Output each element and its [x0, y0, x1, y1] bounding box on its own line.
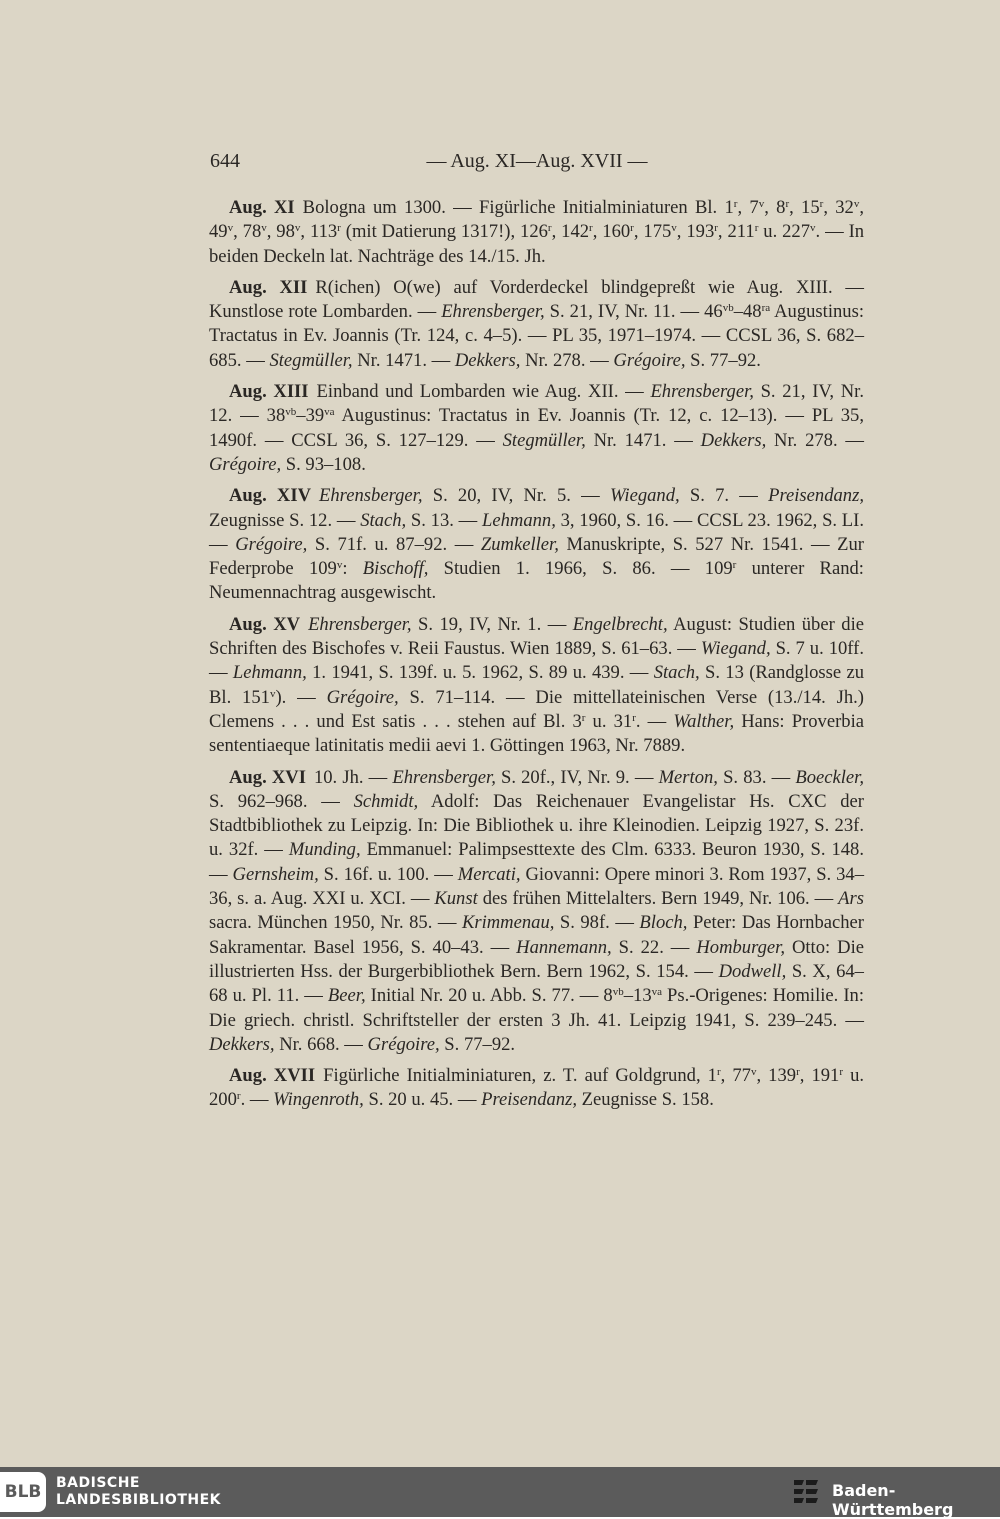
- entry-text: Manuskripte, S. 527 Nr. 1541. — Zur Federprobe 109: [209, 533, 864, 580]
- entry-text: 10. Jh. —: [313, 766, 393, 788]
- entry-text: , 32: [823, 197, 854, 218]
- entry-text: . —: [240, 1089, 274, 1111]
- entry-text: S. 71f. u. 87–92. —: [307, 533, 481, 555]
- entry-text: , 211: [717, 221, 755, 243]
- entry-text: Nr. 1471. —: [352, 349, 455, 371]
- folio-superscript: r: [839, 1066, 844, 1079]
- folio-superscript: v: [853, 198, 860, 210]
- folio-superscript: r: [733, 198, 738, 210]
- folio-superscript: r: [754, 222, 759, 235]
- catalog-entry: [209, 276, 864, 373]
- entry-author: Ehrensberger,: [319, 485, 423, 507]
- folio-superscript: v: [227, 222, 234, 235]
- folio-superscript: va: [651, 986, 662, 999]
- entry-text: Bologna um 1300. — Figürliche Initialminiaturen Bl. 1: [302, 197, 734, 218]
- entry-text: ). —: [275, 686, 327, 708]
- entry-text: Augustinus: Tractatus in Ev. Joannis (Tr. 124, c. 4–5). — PL 35, 1971–1974. — CCSL 36, S. 682–685. —: [209, 301, 864, 371]
- entry-text: Initial Nr. 20 u. Abb. S. 77. — 8: [365, 985, 613, 1007]
- entry-author: Stegmüller,: [269, 349, 353, 371]
- entry-author: Kunst: [434, 888, 478, 910]
- entry-text: –13: [623, 985, 652, 1007]
- entry-text: , 77: [720, 1065, 751, 1087]
- blb-logo[interactable]: BLB: [0, 1472, 46, 1512]
- entry-text: , 175: [633, 221, 672, 243]
- catalog-entries: [209, 196, 864, 1120]
- page-number: 644: [210, 150, 240, 172]
- folio-superscript: r: [716, 1066, 721, 1079]
- entry-text: , 8: [764, 197, 786, 218]
- folio-superscript: r: [714, 222, 718, 235]
- entry-text: , 78: [233, 221, 262, 243]
- entry-text: S. 98f. —: [554, 912, 640, 934]
- entry-author: Grégoire,: [235, 533, 308, 555]
- folio-superscript: vb: [612, 986, 624, 999]
- folio-superscript: v: [810, 222, 816, 235]
- footer-bar: [0, 1467, 1000, 1517]
- coat-of-arms-icon: [790, 1474, 824, 1510]
- folio-superscript: va: [324, 406, 335, 419]
- entry-text: Zeugnisse S. 158.: [577, 1089, 714, 1111]
- entry-text: Nr. 278. —: [520, 349, 614, 371]
- entry-text: S. X, 64–68 u. Pl. 11. —: [209, 960, 864, 1007]
- entry-siglum: Aug. XVII: [229, 1065, 316, 1087]
- entry-author: Hannemann,: [516, 936, 612, 958]
- entry-text: Adolf: Das Reichenauer Evangelistar Hs. CXC der Stadtbibliothek zu Leipzig. In: Die Bibliothek u. ihre Kleinodien. Leipzig 1927, S. 23f. u. 32f. —: [209, 790, 864, 861]
- catalog-entry: [209, 766, 864, 1058]
- entry-siglum: Aug. XV: [229, 613, 301, 635]
- entry-text: –39: [296, 405, 325, 427]
- entry-author: Grégoire,: [209, 453, 282, 475]
- folio-superscript: r: [236, 1090, 241, 1103]
- entry-text: , 193: [676, 221, 715, 243]
- entry-text: –48: [733, 301, 762, 323]
- folio-superscript: v: [261, 222, 267, 235]
- entry-text: , 160: [592, 221, 631, 243]
- entry-author: Grégoire,: [613, 349, 686, 371]
- entry-siglum: Aug. XII: [229, 276, 308, 298]
- entry-text: u. 227: [758, 221, 811, 243]
- entry-author: Krimmenau,: [461, 912, 555, 934]
- entry-text: Hans: Proverbia sententiaeque latinitatis medii aevi 1. Göttingen 1963, Nr. 7889.: [209, 710, 864, 757]
- entry-siglum: Aug. XVI: [229, 766, 306, 788]
- entry-author: Gernsheim,: [232, 863, 319, 885]
- entry-text: , 98: [266, 221, 295, 243]
- catalog-entry: [209, 196, 864, 269]
- catalog-entry: [209, 380, 864, 477]
- partner-name[interactable]: Baden-Württemberg: [832, 1481, 954, 1519]
- entry-author: Bischoff,: [362, 558, 429, 580]
- folio-superscript: v: [269, 687, 276, 700]
- entry-siglum: Aug. XI: [229, 197, 295, 218]
- entry-author: Ehrensberger,: [650, 381, 754, 403]
- entry-text: Giovanni: Opere minori 3. Rom 1937, S. 34–36, s. a. Aug. XXI u. XCI. —: [209, 863, 864, 910]
- entry-author: Ars: [838, 888, 864, 910]
- entry-text: S. 7 u. 10ff. —: [209, 638, 864, 684]
- entry-text: (mit Datierung 1317!), 126: [340, 221, 548, 243]
- entry-text: Peter: Das Hornbacher Sakramentar. Basel 1956, S. 40–43. —: [209, 912, 864, 958]
- entry-author: Boeckler,: [795, 766, 864, 788]
- folio-superscript: v: [671, 222, 677, 235]
- entry-author: Zumkeller,: [480, 533, 559, 555]
- entry-text: R(ichen) O(we) auf Vorderdeckel blindgepreßt wie Aug. XIII. — Kunstlose rote Lombarden. —: [209, 276, 864, 323]
- entry-author: Stach,: [653, 662, 700, 684]
- entry-text: Nr. 1471. —: [585, 429, 701, 451]
- entry-author: Schmidt,: [353, 790, 419, 812]
- folio-superscript: r: [547, 222, 552, 235]
- entry-text: , 142: [551, 221, 590, 243]
- entry-text: Otto: Die illustrierten Hss. der Burgerbibliothek Bern. Bern 1962, S. 154. —: [209, 936, 864, 982]
- entry-text: Nr. 668. —: [274, 1033, 368, 1055]
- folio-superscript: r: [819, 198, 824, 210]
- entry-siglum: Aug. XIII: [229, 381, 309, 403]
- entry-text: S. 22. —: [611, 936, 697, 958]
- entry-text: unterer Rand: Neumennachtrag ausgewischt.: [209, 558, 864, 604]
- catalog-entry: [209, 484, 864, 605]
- entry-text: S. 20f., IV, Nr. 9. —: [495, 766, 659, 788]
- entry-text: u. 200: [209, 1065, 865, 1111]
- entry-author: Preisendanz,: [768, 485, 864, 507]
- folio-superscript: r: [337, 222, 341, 235]
- entry-siglum: Aug. XIV: [229, 485, 312, 507]
- entry-author: Engelbrecht,: [572, 613, 668, 635]
- entry-text: August: Studien über die Schriften des Bischofes v. Reii Faustus. Wien 1889, S. 61–63. —: [209, 613, 864, 660]
- folio-superscript: r: [581, 711, 586, 724]
- folio-superscript: v: [336, 559, 343, 572]
- entry-author: Merton,: [658, 766, 718, 788]
- folio-superscript: r: [796, 1066, 800, 1079]
- entry-text: Ps.-Origenes: Homilie. In: Die griech. christl. Schriftsteller der ersten 3 Jh. 41. Leipzig 1941, S. 239–245. —: [209, 985, 864, 1031]
- entry-text: S. 21, IV, Nr. 11. — 46: [544, 301, 723, 323]
- entry-text: . —: [635, 710, 674, 732]
- entry-text: des frühen Mittelalters. Bern 1949, Nr. 106. —: [477, 888, 839, 910]
- entry-text: sacra. München 1950, Nr. 85. —: [209, 912, 462, 934]
- entry-author: Ehrensberger,: [392, 766, 496, 788]
- entry-text: Nr. 278. —: [766, 429, 865, 451]
- entry-author: Homburger,: [696, 936, 786, 958]
- folio-superscript: ra: [761, 302, 771, 315]
- entry-text: S. 77–92.: [685, 349, 761, 371]
- folio-superscript: r: [785, 198, 790, 210]
- entry-text: Augustinus: Tractatus in Ev. Joannis (Tr. 12, c. 12–13). — PL 35, 1490f. — CCSL 36, S. 127–129. —: [209, 405, 864, 451]
- folio-superscript: v: [750, 1066, 757, 1079]
- entry-text: . — In beiden Deckeln lat. Nachträge des 14./15. Jh.: [209, 221, 865, 267]
- entry-text: 1. 1941, S. 139f. u. 5. 1962, S. 89 u. 439. —: [306, 662, 654, 684]
- entry-text: S. 13. —: [406, 509, 482, 531]
- folio-superscript: vb: [285, 406, 297, 419]
- folio-superscript: v: [294, 222, 301, 235]
- page-header: [210, 150, 864, 184]
- entry-text: , 49: [209, 197, 864, 243]
- entry-author: Ehrensberger,: [441, 301, 545, 323]
- entry-text: Einband und Lombarden wie Aug. XII. —: [316, 381, 651, 403]
- entry-author: Lehmann,: [232, 662, 307, 684]
- folio-superscript: r: [632, 711, 636, 724]
- entry-text: u. 31: [585, 710, 633, 732]
- entry-text: S. 77–92.: [439, 1033, 516, 1055]
- entry-text: S. 20 u. 45. —: [363, 1089, 482, 1111]
- entry-author: Bloch,: [639, 912, 688, 934]
- entry-text: S. 962–968. —: [209, 790, 354, 812]
- entry-text: , 191: [799, 1065, 840, 1087]
- entry-author: Dekkers,: [700, 429, 767, 451]
- entry-author: Beer,: [327, 985, 366, 1007]
- entry-text: S. 71–114. — Die mittellateinischen Verse (13./14. Jh.) Clemens . . . und Est satis . . . stehen auf Bl. 3: [209, 686, 864, 732]
- entry-author: Wingenroth,: [273, 1089, 364, 1111]
- entry-text: S. 93–108.: [281, 453, 366, 475]
- entry-text: , 139: [756, 1065, 797, 1087]
- entry-text: , 113: [300, 221, 338, 243]
- catalog-entry: [209, 613, 864, 759]
- folio-superscript: r: [732, 559, 737, 572]
- entry-text: S. 19, IV, Nr. 1. —: [411, 613, 573, 635]
- entry-text: Zeugnisse S. 12. —: [209, 509, 361, 531]
- entry-text: , 7: [737, 197, 759, 218]
- entry-text: S. 13 (Randglosse zu Bl. 151: [209, 662, 864, 708]
- library-name-line2: LANDESBIBLIOTHEK: [56, 1492, 222, 1508]
- entry-text: 3, 1960, S. 16. — CCSL 23. 1962, S. LI. —: [209, 509, 865, 555]
- entry-author: Wiegand,: [700, 638, 771, 660]
- folio-superscript: r: [589, 222, 593, 235]
- folio-superscript: v: [758, 198, 765, 210]
- entry-author: Stach,: [360, 509, 407, 531]
- running-title: — Aug. XI—Aug. XVII —: [426, 150, 648, 172]
- entry-author: Dekkers,: [209, 1033, 275, 1055]
- entry-text: S. 21, IV, Nr. 12. — 38: [209, 381, 864, 427]
- entry-author: Dodwell,: [718, 960, 787, 982]
- entry-text: Studien 1. 1966, S. 86. — 109: [428, 558, 733, 580]
- entry-text: S. 20, IV, Nr. 5. —: [422, 485, 610, 507]
- entry-author: Munding,: [288, 839, 361, 861]
- entry-text: Emmanuel: Palimpsesttexte des Clm. 6333. Beuron 1930, S. 148. —: [209, 839, 864, 885]
- entry-author: Ehrensberger,: [308, 613, 412, 635]
- entry-text: Figürliche Initialminiaturen, z. T. auf Goldgrund, 1: [323, 1065, 717, 1087]
- entry-author: Lehmann,: [482, 509, 556, 531]
- folio-superscript: vb: [722, 302, 734, 315]
- entry-text: S. 83. —: [717, 766, 796, 788]
- entry-text: , 15: [789, 197, 820, 218]
- entry-author: Walther,: [673, 710, 735, 732]
- entry-author: Stegmüller,: [502, 429, 586, 451]
- entry-text: S. 7. —: [679, 485, 769, 507]
- library-name[interactable]: [56, 1475, 221, 1509]
- entry-author: Grégoire,: [326, 686, 399, 708]
- entry-author: Mercati,: [457, 863, 521, 885]
- folio-superscript: r: [630, 222, 634, 235]
- entry-author: Dekkers,: [454, 349, 521, 371]
- entry-text: S. 16f. u. 100. —: [318, 863, 458, 885]
- entry-text: :: [342, 558, 363, 580]
- library-name-line1: BADISCHE: [56, 1475, 140, 1491]
- entry-author: Grégoire,: [367, 1033, 440, 1055]
- entry-author: Preisendanz,: [481, 1089, 577, 1111]
- catalog-entry: [209, 1064, 864, 1113]
- entry-author: Wiegand,: [609, 485, 680, 507]
